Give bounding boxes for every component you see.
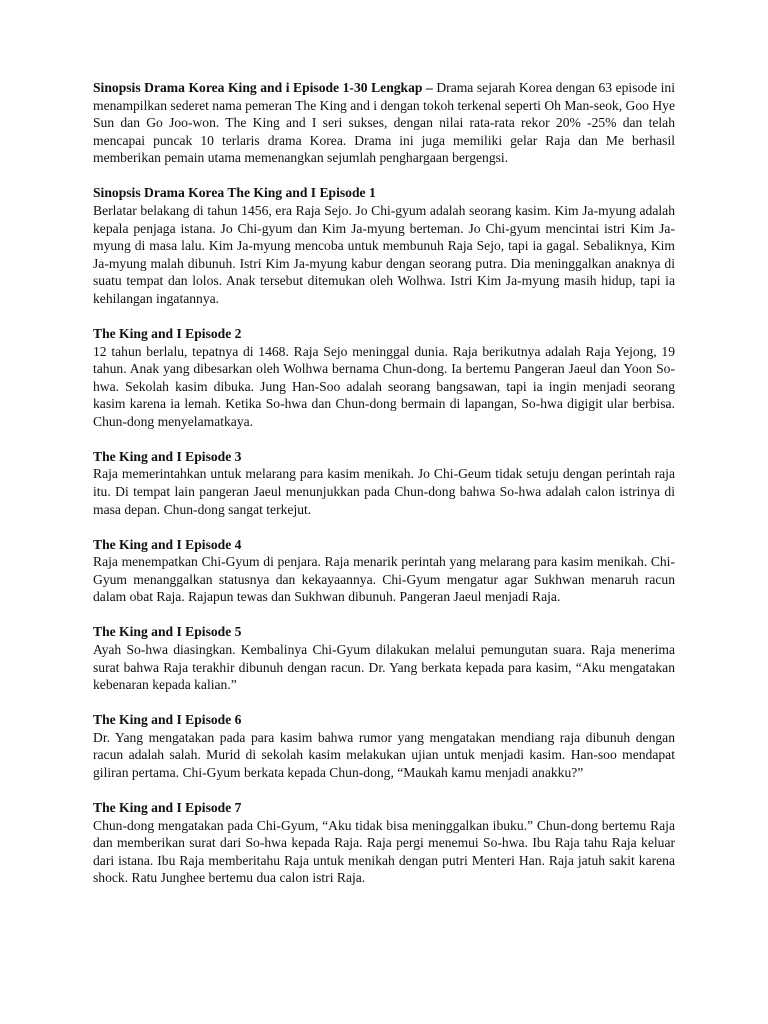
episode-heading: The King and I Episode 7 — [93, 799, 242, 815]
episode-heading: Sinopsis Drama Korea The King and I Episode 1 — [93, 185, 376, 201]
episode-section-6 — [93, 711, 675, 781]
episode-section-2 — [93, 325, 675, 431]
episode-text: 12 tahun berlalu, tepatnya di 1468. Raja Sejo meninggal dunia. Raja berikutnya adalah Raja Yejong, 19 tahun. Anak yang dibesarkan oleh Wolhwa bernama Chun-dong. Ia bertemu Pangeran Jaeul dan Yoon So-hwa. Sekolah kasim dibuka. Jung Han-Soo adalah seorang bangsawan, tapi ia ingin menjadi seorang kasim karena ia lemah. Ketika So-hwa dan Chun-dong bermain di lapangan, So-hwa digigit ular berbisa. Chun-dong menyelamatkaya. — [93, 343, 675, 429]
document-page — [93, 79, 675, 904]
episode-heading: The King and I Episode 5 — [93, 624, 242, 640]
episode-text: Ayah So-hwa diasingkan. Kembalinya Chi-Gyum dilakukan melalui pemungutan suara. Raja menerima surat bahwa Raja terakhir dibunuh dengan racun. Dr. Yang berkata kepada para kasim, “Aku mengatakan kebenaran kepada kalian.” — [93, 641, 675, 693]
episode-section-5 — [93, 623, 675, 693]
episode-text: Berlatar belakang di tahun 1456, era Raja Sejo. Jo Chi-gyum adalah seorang kasim. Kim Ja-myung adalah kepala penjaga istana. Jo Chi-gyum dan Kim Ja-myung berteman. Jo Chi-gyum mencintai istri Kim Ja-myung di masa lalu. Kim Ja-myung mencoba untuk membunuh Raja Sejo, tapi ia gagal. Sebaliknya, Kim Ja-myung malah dibunuh. Istri Kim Ja-myung kabur dengan seorang putra. Dia meninggalkan anaknya di suatu tempat dan lolos. Anak tersebut ditemukan oleh Wolhwa. Istri Kim Ja-myung masih hidup, tapi ia kehilangan ingatannya. — [93, 202, 675, 306]
episode-heading: The King and I Episode 6 — [93, 712, 242, 728]
episode-text: Raja menempatkan Chi-Gyum di penjara. Raja menarik perintah yang melarang para kasim menikah. Chi-Gyum menanggalkan statusnya dan kekayaannya. Chi-Gyum mengatur agar Sukhwan menaruh racun dalam obat Raja. Rajapun tewas dan Sukhwan dibunuh. Pangeran Jaeul menjadi Raja. — [93, 554, 675, 605]
episode-heading: The King and I Episode 3 — [93, 448, 242, 464]
intro-text: Drama sejarah Korea dengan 63 episode ini menampilkan sederet nama pemeran The King and i dengan tokoh terkenal seperti Oh Man-seok, Goo Hye Sun dan Go Joo-won. The King and I seri sukses, dengan nilai rata-rata rekor 20% -25% dan telah mencapai puncak 10 terlaris drama Korea. Drama ini juga memiliki gelar Raja dan Me berhasil memberikan pemain utama memenangkan sejumlah penghargaan bergengsi. — [93, 80, 675, 166]
episode-section-4 — [93, 536, 675, 606]
intro-paragraph — [93, 79, 675, 167]
episode-section-7 — [93, 799, 675, 887]
episode-text: Chun-dong mengatakan pada Chi-Gyum, “Aku tidak bisa meninggalkan ibuku.” Chun-dong bertemu Raja dan memberikan surat dari So-hwa kepada Raja. Raja pergi menemui So-hwa. Ibu Raja tahu Raja keluar dari istana. Ibu Raja memberitahu Raja untuk menikah dengan putri Menteri Han. Raja jatuh sakit karena shock. Ratu Junghee bertemu dua calon istri Raja. — [93, 817, 675, 886]
episode-section-3 — [93, 448, 675, 518]
episode-text: Dr. Yang mengatakan pada para kasim bahwa rumor yang mengatakan mendiang raja dibunuh dengan racun adalah salah. Murid di sekolah kasim melakukan ujian untuk menjadi kasim. Han-soo mendapat giliran pertama. Chi-Gyum berkata kepada Chun-dong, “Maukah kamu menjadi anakku?” — [93, 729, 675, 780]
episode-heading: The King and I Episode 4 — [93, 536, 242, 552]
intro-heading: Sinopsis Drama Korea King and i Episode 1-30 Lengkap – — [93, 80, 433, 95]
episode-heading: The King and I Episode 2 — [93, 325, 242, 341]
episode-section-1 — [93, 184, 675, 307]
episode-text: Raja memerintahkan untuk melarang para kasim menikah. Jo Chi-Geum tidak setuju dengan perintah raja itu. Di tempat lain pangeran Jaeul menunjukkan pada Chun-dong bahwa So-hwa adalah calon istrinya di masa depan. Chun-dong sangat terkejut. — [93, 466, 675, 517]
